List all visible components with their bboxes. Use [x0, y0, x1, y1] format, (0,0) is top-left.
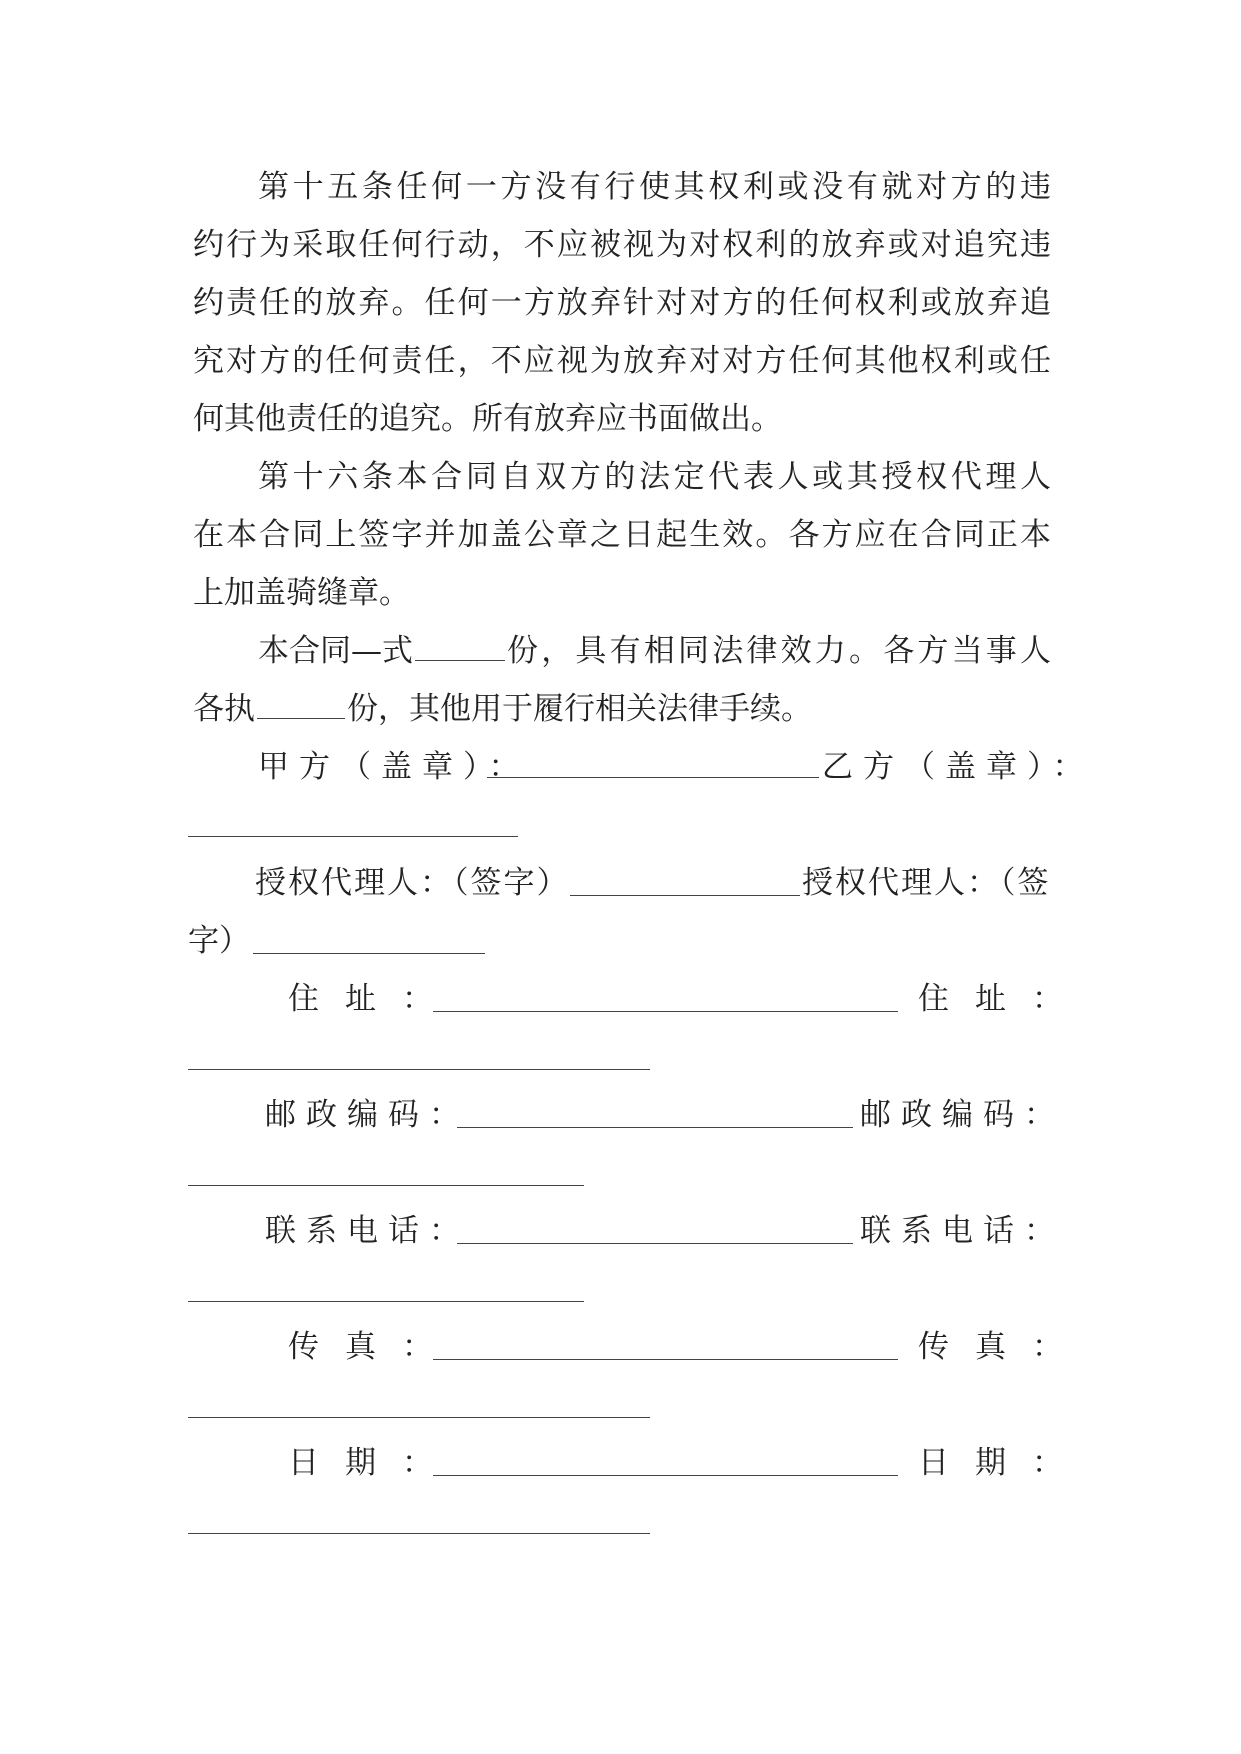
each-holds-blank[interactable]: [257, 714, 345, 719]
article-15-line-3: 约责任的放弃。任何一方放弃针对对方的任何权利或放弃追: [193, 285, 1051, 321]
party-b-seal-label: 乙方（盖章）：: [822, 749, 1094, 785]
date-label-b: 日期：: [918, 1445, 1089, 1481]
address-line-b[interactable]: [188, 1069, 650, 1070]
phone-label-a: 联系电话：: [265, 1213, 470, 1249]
phone-label-b: 联系电话：: [860, 1213, 1065, 1249]
postcode-label-a: 邮政编码：: [265, 1097, 470, 1133]
fax-label-a: 传真：: [288, 1329, 459, 1365]
date-line-a[interactable]: [433, 1475, 898, 1476]
date-label-a: 日期：: [288, 1445, 459, 1481]
agent-b-label-cont: 字）: [188, 923, 250, 959]
fax-line-b[interactable]: [188, 1417, 650, 1418]
copies-text-a: 本合同—式: [258, 633, 413, 669]
party-b-seal-line[interactable]: [188, 836, 518, 837]
article-15-line-4: 究对方的任何责任，不应视为放弃对对方任何其他权利或任: [193, 343, 1051, 379]
address-line-a[interactable]: [433, 1011, 898, 1012]
address-label-b: 住址：: [918, 981, 1089, 1017]
copies-line-1: [258, 633, 1051, 669]
article-15-line-5: 何其他责任的追究。所有放弃应书面做出。: [193, 401, 782, 437]
fax-label-b: 传真：: [918, 1329, 1089, 1365]
article-16-line-1: 第十六条本合同自双方的法定代表人或其授权代理人: [258, 459, 1051, 495]
article-15-line-2: 约行为采取任何行动，不应被视为对权利的放弃或对追究违: [193, 227, 1051, 263]
agent-a-sign-line[interactable]: [570, 895, 800, 896]
party-a-seal-label: 甲方（盖章）：: [258, 749, 530, 785]
copies-text-b: 份，具有相同法律效力。各方当事人: [507, 633, 1051, 669]
party-a-seal-line[interactable]: [487, 777, 819, 778]
postcode-line-a[interactable]: [457, 1127, 853, 1128]
copies-count-blank[interactable]: [415, 656, 505, 661]
phone-line-a[interactable]: [457, 1243, 853, 1244]
copies-text-d: 份，其他用于履行相关法律手续。: [347, 691, 812, 727]
postcode-line-b[interactable]: [188, 1185, 584, 1186]
address-label-a: 住址：: [288, 981, 459, 1017]
copies-text-c: 各执: [193, 691, 255, 727]
postcode-label-b: 邮政编码：: [860, 1097, 1065, 1133]
copies-line-2: [193, 691, 812, 727]
fax-line-a[interactable]: [433, 1359, 898, 1360]
phone-line-b[interactable]: [188, 1301, 584, 1302]
agent-b-sign-line[interactable]: [253, 953, 485, 954]
agent-a-label: 授权代理人：（签字）: [255, 865, 570, 901]
agent-b-label: 授权代理人：（签: [802, 865, 1051, 901]
date-line-b[interactable]: [188, 1533, 650, 1534]
article-16-line-2: 在本合同上签字并加盖公章之日起生效。各方应在合同正本: [193, 517, 1051, 553]
article-15-line-1: 第十五条任何一方没有行使其权利或没有就对方的违: [258, 169, 1051, 205]
article-16-line-3: 上加盖骑缝章。: [193, 575, 410, 611]
